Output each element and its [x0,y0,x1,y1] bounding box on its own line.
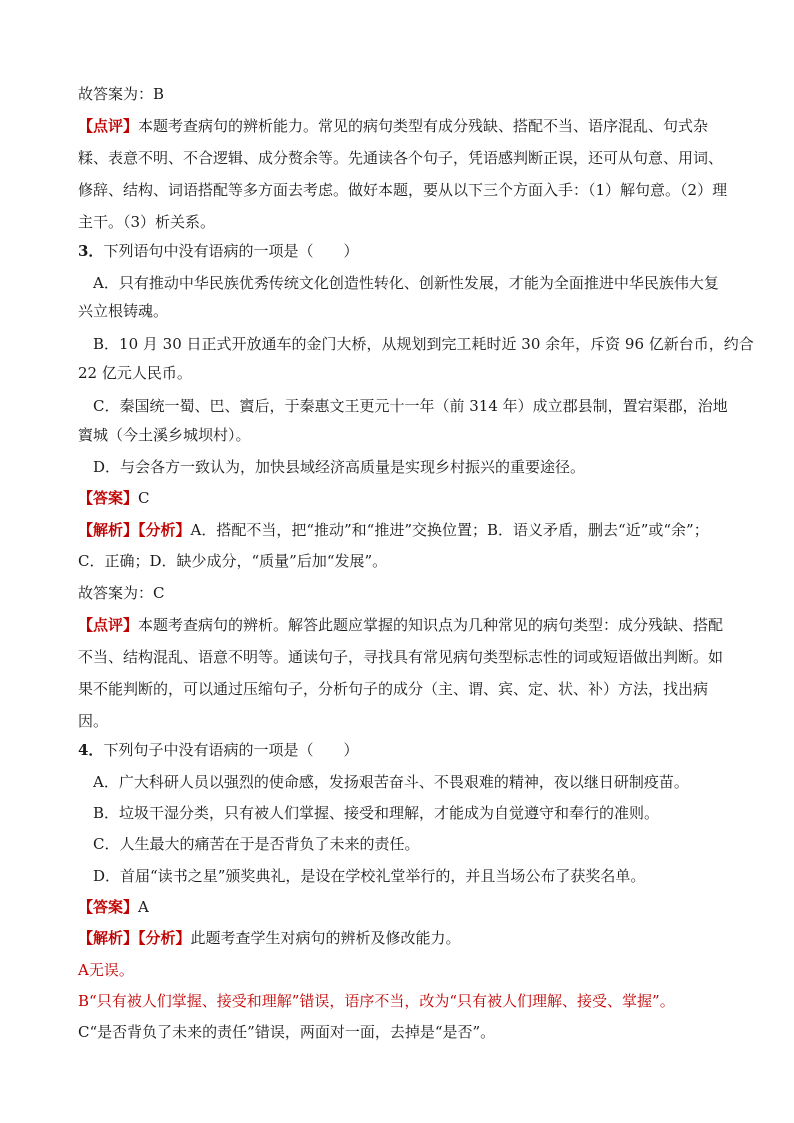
answer-letter: A [138,898,149,916]
option-c: C．秦国统一蜀、巴、賨后，于秦惠文王更元十一年（前 314 年）成立郡县制，置宕渠郡，治地 [93,397,728,415]
analysis-line: 【解析】【分析】A．搭配不当，把“推动”和“推进”交换位置；B．语义矛盾，删去“近”或“余”； [78,521,709,539]
question-3-stem: 3．下列语句中没有语病的一项是（ ） [78,242,359,260]
review-line: 【点评】本题考查病句的辨析。解答此题应掌握的知识点为几种常见的病句类型：成分残缺、搭配 [78,616,724,634]
review-line: 糅、表意不明、不合逻辑、成分赘余等。先通读各个句子，凭语感判断正误，还可从句意、用词、 [78,149,724,167]
final-answer-line: 故答案为：C [78,584,165,602]
analysis-line: C．正确；D．缺少成分，“质量”后加“发展”。 [78,552,388,570]
option-a-cont: 兴立根铸魂。 [78,302,169,320]
analysis-note: C“是否背负了未来的责任”错误，两面对一面，去掉是“是否”。 [78,1023,496,1041]
analysis-tag: 【解析】【分析】 [78,521,191,539]
option-d: D．首届“读书之星”颁奖典礼，是设在学校礼堂举行的，并且当场公布了获奖名单。 [93,867,646,885]
answer-tag-line: 【答案】A [78,898,149,916]
answer-line: 故答案为：B [78,85,165,103]
option-a: A．只有推动中华民族优秀传统文化创造性转化、创新性发展，才能为全面推进中华民族伟大复 [93,274,719,292]
review-line: 因。 [78,712,109,730]
question-number: 4． [78,741,104,759]
review-tag: 【点评】 [78,117,139,135]
option-c: C．人生最大的痛苦在于是否背负了未来的责任。 [93,835,420,853]
review-line: 果不能判断的，可以通过压缩句子，分析句子的成分（主、谓、宾、定、状、补）方法，找出病 [78,680,709,698]
option-a: A．广大科研人员以强烈的使命感，发扬艰苦奋斗、不畏艰难的精神，夜以继日研制疫苗。 [93,773,689,791]
review-line: 【点评】本题考查病句的辨析能力。常见的病句类型有成分残缺、搭配不当、语序混乱、句式杂 [78,117,709,135]
option-b: B．10 月 30 日正式开放通车的金门大桥，从规划到完工耗时近 30 余年，斥资 96 亿新台币，约合 [93,335,754,353]
option-d: D．与会各方一致认为，加快县域经济高质量是实现乡村振兴的重要途径。 [93,458,586,476]
question-number: 3． [78,242,104,260]
answer-tag-line: 【答案】C [78,489,150,507]
review-line: 不当、结构混乱、语意不明等。通读句子，寻找具有常见病句类型标志性的词或短语做出判断。如 [78,648,724,666]
option-b-cont: 22 亿元人民币。 [78,364,192,382]
analysis-note: A无误。 [78,961,134,979]
answer-letter: C [138,489,150,507]
review-line: 修辞、结构、词语搭配等多方面去考虑。做好本题，要从以下三个方面入手：（1）解句意。（2）理 [78,181,728,199]
analysis-tag: 【解析】【分析】 [78,929,191,947]
question-4-stem: 4．下列句子中没有语病的一项是（ ） [78,741,359,759]
analysis-line: 【解析】【分析】此题考查学生对病句的辨析及修改能力。 [78,929,461,947]
option-c-cont: 賨城（今土溪乡城坝村）。 [78,426,251,444]
review-tag: 【点评】 [78,616,139,634]
review-line: 主干。（3）析关系。 [78,213,216,231]
option-b: B．垃圾干湿分类，只有被人们掌握、接受和理解，才能成为自觉遵守和奉行的准则。 [93,804,660,822]
analysis-note: B“只有被人们掌握、接受和理解”错误，语序不当，改为“只有被人们理解、接受、掌握”。 [78,992,675,1010]
